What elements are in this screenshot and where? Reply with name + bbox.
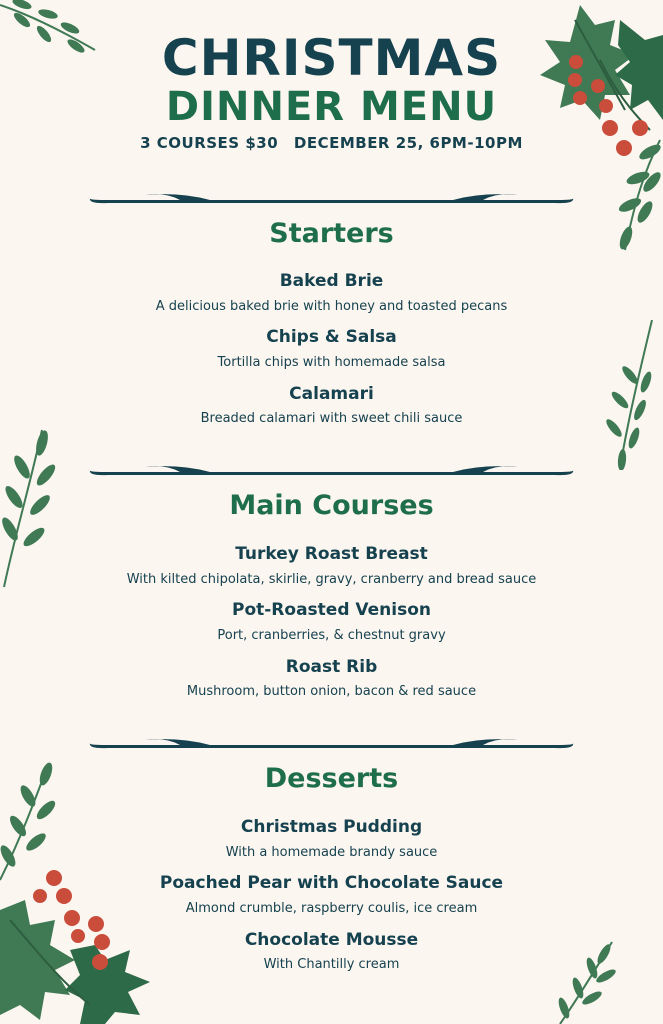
- menu-item-name: Calamari: [289, 384, 374, 404]
- menu-item-description: Port, cranberries, & chestnut gravy: [217, 628, 446, 643]
- menu-item-description: Breaded calamari with sweet chili sauce: [200, 411, 463, 426]
- section-title-starters: Starters: [269, 218, 394, 249]
- menu-item-description: With kilted chipolata, skirlie, gravy, cranberry and bread sauce: [126, 572, 537, 587]
- menu-item-description: With Chantilly cream: [263, 957, 400, 972]
- menu-item-name: Baked Brie: [279, 271, 384, 291]
- menu-subtitle: [0, 134, 663, 152]
- menu-item-name: Christmas Pudding: [240, 817, 423, 837]
- menu-item-name: Roast Rib: [285, 657, 378, 677]
- menu-item-description: Almond crumble, raspberry coulis, ice cream: [185, 901, 478, 916]
- menu-item-description: A delicious baked brie with honey and toasted pecans: [155, 299, 508, 314]
- ornamental-divider: [88, 192, 575, 206]
- menu-item-name: Chocolate Mousse: [244, 930, 419, 950]
- title-line-2: DINNER MENU: [165, 84, 498, 130]
- title-line-1: CHRISTMAS: [161, 29, 502, 87]
- ornamental-divider: [88, 464, 575, 478]
- menu-item-description: With a homemade brandy sauce: [225, 845, 438, 860]
- menu-item-name: Chips & Salsa: [266, 327, 397, 347]
- menu-item-description: Mushroom, button onion, bacon & red sauce: [186, 684, 477, 699]
- menu-item-name: Pot-Roasted Venison: [231, 600, 431, 620]
- section-title-main-courses: Main Courses: [229, 490, 434, 521]
- section-title-desserts: Desserts: [264, 763, 399, 794]
- ornamental-divider: [88, 737, 575, 751]
- courses-price: 3 COURSES $30: [140, 134, 279, 152]
- menu-item-name: Turkey Roast Breast: [235, 544, 428, 564]
- leaf-sprig-icon: [540, 940, 620, 1024]
- menu-item-description: Tortilla chips with homemade salsa: [217, 355, 446, 370]
- date-time: DECEMBER 25, 6PM-10PM: [293, 134, 523, 152]
- menu-item-name: Poached Pear with Chocolate Sauce: [159, 873, 504, 893]
